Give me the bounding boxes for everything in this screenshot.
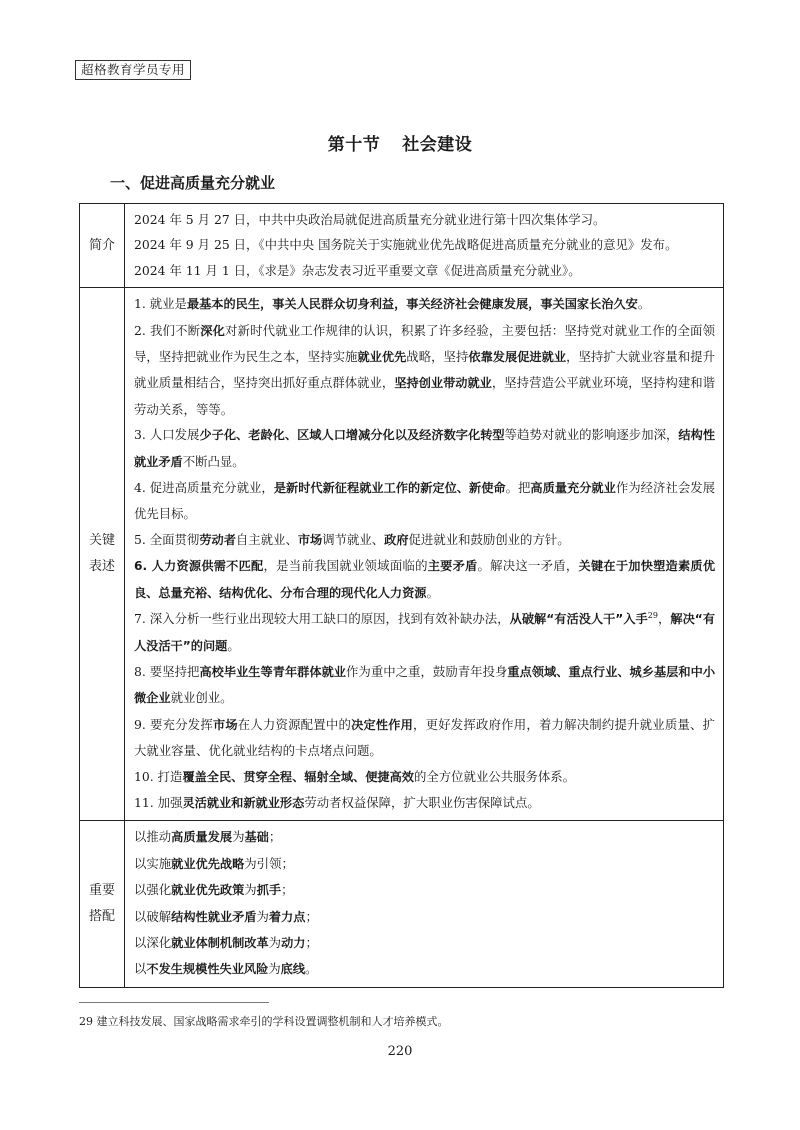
emphasis-text: 高质量充分就业: [530, 481, 616, 496]
emphasis-text: 就业优先政策: [171, 883, 245, 898]
content-item: [134, 877, 715, 903]
emphasis-text: 就业体制机制改革: [171, 935, 269, 950]
body-text: 2024 年 11 月 1 日，《求是》杂志发表习近平重要文章《促进高质量充分就业》。: [134, 262, 581, 278]
body-text: 作为经济社会发展优先目标。: [134, 480, 716, 522]
section-title: [0, 130, 800, 155]
emphasis-text: 主要矛盾: [427, 559, 478, 574]
emphasis-text: 覆盖全民、贯穿全程、辐射全域、便捷高效: [182, 769, 414, 784]
table-row: [80, 204, 724, 288]
emphasis-text: 政府: [384, 532, 409, 547]
emphasis-text: 市场: [297, 532, 323, 547]
content-item: [134, 790, 715, 816]
body-text: 以强化: [134, 882, 172, 898]
row-label-line: 表述: [88, 559, 115, 575]
footnote-divider: [79, 1002, 269, 1003]
emphasis-text: 是新时代新征程就业工作的新定位、新使命: [273, 481, 506, 496]
body-text: 以: [134, 961, 147, 977]
body-text: ；: [268, 829, 282, 845]
body-text: 为: [256, 908, 269, 924]
emphasis-text: 结构性就业矛盾: [134, 428, 716, 469]
emphasis-text: 不发生规模性失业风险: [146, 962, 269, 977]
content-item: [134, 207, 715, 232]
emphasis-text: 底线: [280, 962, 306, 977]
content-item: [134, 291, 715, 317]
body-text: 以深化: [134, 934, 172, 950]
content-item: [134, 824, 715, 850]
emphasis-text: 深化: [200, 323, 225, 338]
content-item: [134, 712, 715, 764]
content-item: [134, 318, 715, 423]
body-text: 自主就业、: [235, 531, 298, 547]
row-label: [80, 204, 125, 288]
table-row: [80, 821, 724, 987]
emphasis-text: 坚持创业带动就业: [394, 376, 492, 391]
emphasis-text: 抓手: [256, 883, 282, 898]
body-text: 作为重中之重，鼓励青年投身: [346, 663, 508, 679]
body-text: 劳动者权益保障，扩大职业伤害保障试点。: [304, 794, 540, 810]
emphasis-text: 就业优先: [357, 350, 407, 365]
body-text: 4. 促进高质量充分就业，: [134, 480, 274, 496]
emphasis-text: 动力: [281, 935, 306, 950]
body-text: ，坚持营造公平就业环境，坚持构建和谐劳动关系，等等。: [134, 375, 716, 417]
emphasis-text: 从破解“有活没人干”入手: [509, 612, 648, 627]
content-item: [134, 606, 715, 659]
body-text: 等趋势对就业的影响逐步加深，: [504, 427, 679, 443]
row-label: [80, 288, 125, 821]
body-text: 11. 加强: [134, 794, 183, 810]
content-item: [134, 422, 715, 475]
body-text: 为: [268, 961, 281, 977]
content-item: [134, 764, 715, 790]
emphasis-text: 市场: [212, 717, 238, 732]
row-label-line: 简介: [88, 237, 115, 253]
body-text: ，: [657, 611, 671, 627]
emphasis-text: 高校毕业生等青年群体就业: [199, 664, 347, 679]
body-text: 。解决这一矛盾，: [477, 558, 579, 574]
content-item: [134, 904, 715, 930]
body-text: 战略，坚持: [406, 349, 469, 365]
content-item: [134, 659, 715, 712]
row-label-line: 关键: [88, 533, 115, 549]
emphasis-text: 最基本的民生，事关人民群众切身利益，事关经济社会健康发展，事关国家长治久安: [186, 297, 638, 312]
content-item: [134, 956, 715, 982]
emphasis-text: 决定性作用: [351, 717, 414, 732]
row-label-line: 重要: [88, 883, 115, 899]
body-text: ；: [305, 934, 318, 950]
content-item: [134, 258, 715, 283]
body-text: 3. 人口发展: [134, 427, 200, 443]
body-text: ；: [305, 908, 318, 924]
body-text: 以破解: [134, 908, 172, 924]
body-text: 为: [244, 882, 257, 898]
body-text: 。: [426, 584, 439, 600]
section-number: 第十节: [327, 135, 381, 155]
emphasis-text: 就业优先战略: [171, 856, 245, 871]
content-item: [134, 553, 715, 606]
content-item: [134, 475, 715, 527]
body-text: 调节就业、: [322, 531, 385, 547]
body-text: 9. 要充分发挥: [134, 716, 213, 732]
emphasis-text: 重点领域、重点行业、城乡基层和中小微企业: [134, 664, 716, 706]
subsection-heading: 一、促进高质量充分就业: [110, 174, 276, 192]
body-text: ，是当前我国就业领域面临的: [263, 558, 428, 574]
summary-table: [79, 203, 724, 988]
content-item: [134, 930, 715, 956]
emphasis-text: 灵活就业和新就业形态: [182, 795, 305, 810]
emphasis-text: 高质量发展: [171, 830, 233, 845]
table-row: [80, 288, 724, 821]
body-text: 以实施: [134, 855, 172, 871]
body-text: 为: [232, 829, 245, 845]
emphasis-text: 6. 人力资源供需不匹配: [134, 559, 264, 574]
section-name: 社会建设: [402, 135, 473, 155]
row-label: [80, 821, 125, 987]
body-text: 10. 打造: [134, 768, 183, 784]
body-text: 以推动: [134, 829, 172, 845]
body-text: 1. 就业是: [134, 296, 187, 312]
body-text: 为: [268, 934, 282, 950]
emphasis-text: 少子化、老龄化、区域人口增减分化以及经济数字化转型: [199, 428, 505, 443]
emphasis-text: 关键在于加快塑造素质优良、总量充裕、结构优化、分布合理的现代化人力资源: [134, 559, 716, 600]
body-text: 。: [227, 637, 240, 653]
body-text: 对新时代就业工作规律的认识，积累了许多经验，主要包括：坚持党对就业工作的全面领导，坚持把就业作为民生之本，坚持实施: [134, 322, 716, 365]
emphasis-text: 解决“有人没活干”的问题: [134, 612, 716, 653]
footnote-ref: 29: [647, 610, 658, 620]
footnote: 29 建立科技发展、国家战略需求牵引的学科设置调整机制和人才培养模式。: [79, 1015, 449, 1028]
emphasis-text: 依靠发展促进就业: [468, 350, 567, 365]
row-content: [125, 821, 724, 987]
body-text: ；: [281, 882, 294, 898]
row-content: [125, 204, 724, 288]
body-text: ，坚持扩大就业容量和提升就业质量相结合，坚持突出抓好重点群体就业，: [134, 349, 716, 391]
body-text: ，更好发挥政府作用，着力解决制约提升就业质量、扩大就业容量、优化就业结构的卡点堵点问题。: [134, 716, 716, 759]
body-text: 为引领；: [244, 855, 294, 871]
body-text: 2024 年 5 月 27 日，中共中央政治局就促进高质量充分就业进行第十四次集体学习。: [134, 212, 606, 227]
emphasis-text: 结构性就业矛盾: [171, 909, 257, 924]
body-text: 2. 我们不断: [134, 322, 201, 338]
body-text: 促进就业和鼓励创业的方针。: [408, 531, 570, 547]
emphasis-text: 着力点: [268, 909, 306, 924]
body-text: 的全方位就业公共服务体系。: [414, 768, 576, 784]
emphasis-text: 基础: [244, 830, 269, 845]
body-text: 在人力资源配置中的: [237, 716, 352, 732]
body-text: 2024 年 9 月 25 日，《中共中央 国务院关于实施就业优先战略促进高质量充分就业的意见》发布。: [134, 237, 678, 253]
body-text: 8. 要坚持把: [134, 663, 200, 679]
watermark-stamp: 超格教育学员专用: [75, 60, 191, 80]
body-text: 就业创业。: [170, 690, 233, 706]
body-text: 。把: [505, 480, 531, 496]
content-item: [134, 232, 715, 257]
body-text: 。: [637, 296, 651, 312]
row-label-line: 搭配: [88, 909, 115, 925]
body-text: 5. 全面贯彻: [134, 531, 200, 547]
content-item: [134, 527, 715, 553]
emphasis-text: 劳动者: [199, 532, 236, 547]
page-number: 220: [387, 1044, 413, 1059]
row-content: [125, 288, 724, 821]
body-text: 不断凸显。: [182, 453, 245, 469]
content-item: [134, 851, 715, 877]
body-text: 7. 深入分析一些行业出现较大用工缺口的原因，找到有效补缺办法，: [134, 611, 510, 627]
body-text: 。: [305, 961, 318, 977]
